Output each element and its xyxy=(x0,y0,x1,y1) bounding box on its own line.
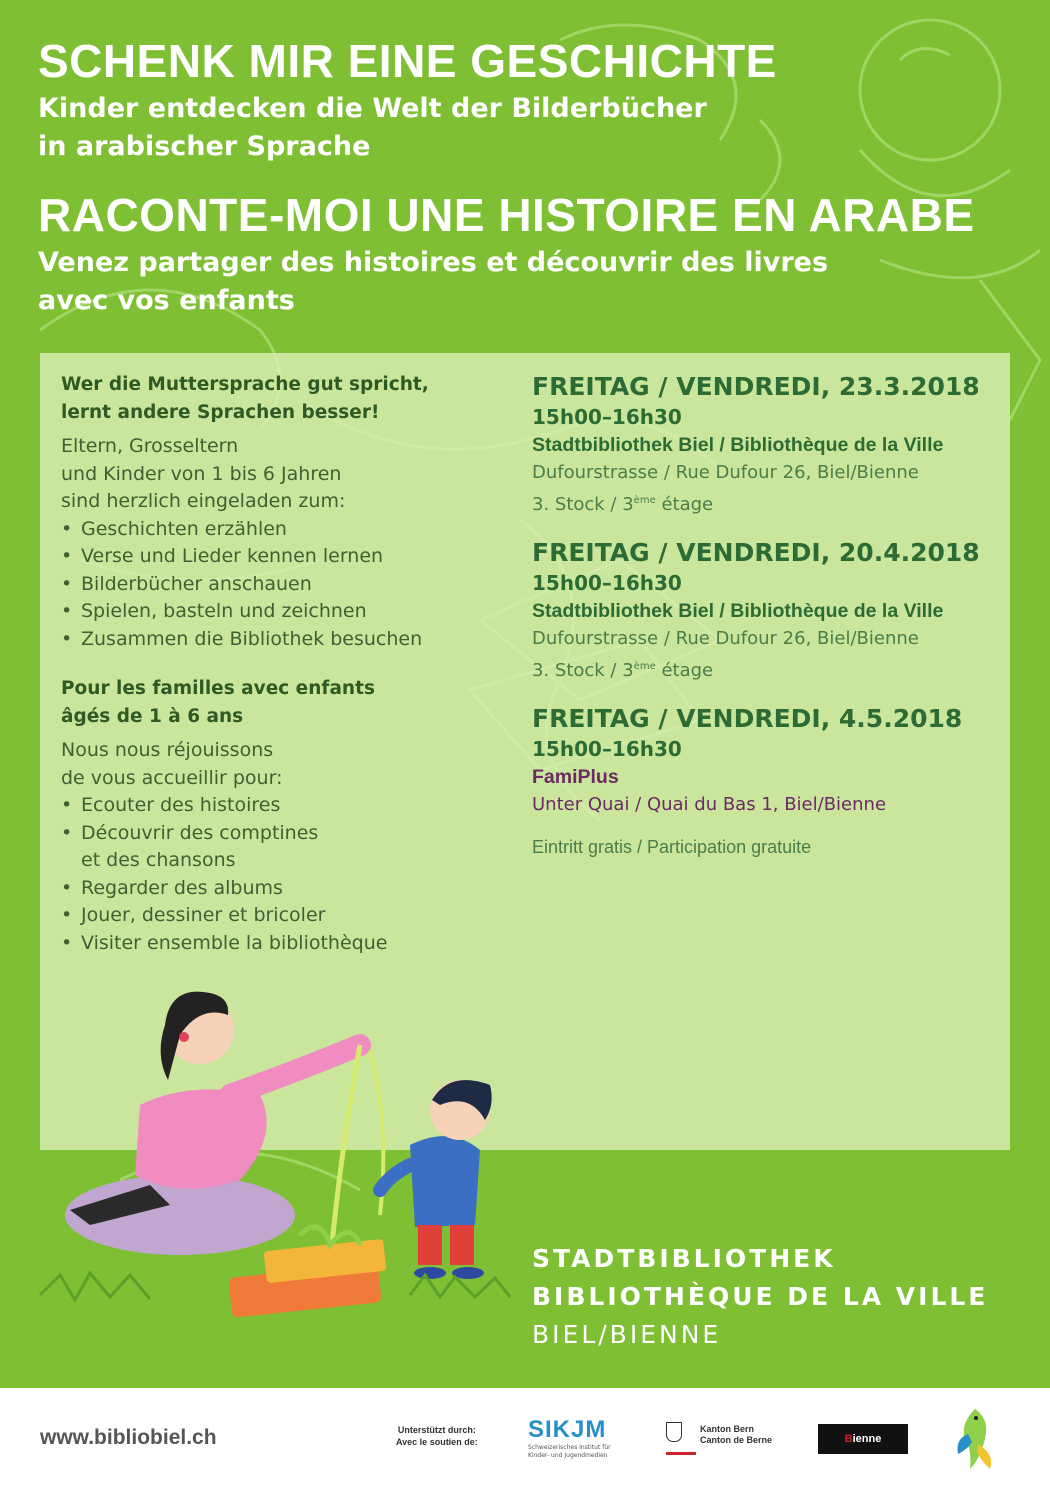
bern-shield-icon xyxy=(666,1422,682,1442)
subtitle-french-line1: Venez partager des histoires et découvrir des livres xyxy=(38,247,829,278)
mother-child-gift-illustration xyxy=(30,975,530,1335)
list-item xyxy=(61,820,501,875)
support-label-line2: Avec le soutien de: xyxy=(396,1437,478,1447)
floor-prefix: 3. Stock / 3 xyxy=(532,494,634,515)
event-date: FREITAG / VENDREDI, 20.4.2018 xyxy=(532,538,980,567)
canton-bern-line2: Canton de Berne xyxy=(700,1435,773,1445)
floor-superscript: ème xyxy=(633,661,656,672)
event-venue: Stadtbibliothek Biel / Bibliothèque de la Ville xyxy=(532,600,944,622)
event-address: Unter Quai / Quai du Bas 1, Biel/Bienne xyxy=(532,794,887,815)
biel-bienne-logo xyxy=(818,1424,908,1454)
floor-suffix: étage xyxy=(655,494,714,515)
french-heading-line1: Pour les familles avec enfants xyxy=(61,678,375,699)
floor-suffix: étage xyxy=(655,660,714,681)
library-name-line2: BIBLIOTHÈQUE DE LA VILLE xyxy=(532,1282,989,1311)
floor-prefix: 3. Stock / 3 xyxy=(532,660,634,681)
german-heading-line1: Wer die Muttersprache gut spricht, xyxy=(61,374,429,395)
biel-logo-word: ienne xyxy=(852,1433,882,1445)
event-time: 15h00–16h30 xyxy=(532,571,682,595)
event-date: FREITAG / VENDREDI, 4.5.2018 xyxy=(532,704,963,733)
sikjm-logo-text: SIKJM xyxy=(528,1416,607,1443)
french-heading xyxy=(61,675,501,731)
library-name-line1: STADTBIBLIOTHEK xyxy=(532,1244,836,1273)
event-address: Dufourstrasse / Rue Dufour 26, Biel/Bienne xyxy=(532,628,919,649)
event-venue: Stadtbibliothek Biel / Bibliothèque de la Ville xyxy=(532,434,944,456)
support-label xyxy=(396,1424,478,1448)
support-label-line1: Unterstützt durch: xyxy=(397,1425,476,1435)
event-1 xyxy=(532,371,1002,519)
german-heading-line2: lernt andere Sprachen besser! xyxy=(61,402,380,423)
event-floor xyxy=(532,653,1002,685)
bird-logo-icon xyxy=(950,1404,1000,1474)
event-time: 15h00–16h30 xyxy=(532,737,682,761)
floor-superscript: ème xyxy=(633,495,656,506)
french-intro-line2: de vous accueillir pour: xyxy=(61,766,283,789)
german-intro-line3: sind herzlich eingeladen zum: xyxy=(61,490,346,512)
canton-bern-logo xyxy=(666,1418,796,1458)
list-item: • Regarder des albums xyxy=(61,875,501,903)
german-intro xyxy=(61,433,501,516)
german-intro-line1: Eltern, Grosseltern xyxy=(61,435,239,457)
events-column xyxy=(532,371,1002,876)
list-item: • Jouer, dessiner et bricoler xyxy=(61,902,501,930)
list-item: • Spielen, basteln und zeichnen xyxy=(61,598,501,626)
list-item: • Geschichten erzählen xyxy=(61,516,501,544)
website-link[interactable]: www.bibliobiel.ch xyxy=(40,1426,217,1449)
event-floor xyxy=(532,487,1002,519)
subtitle-french xyxy=(38,244,828,320)
german-intro-line2: und Kinder von 1 bis 6 Jahren xyxy=(61,462,342,485)
title-french: RACONTE-MOI UNE HISTOIRE EN ARABE xyxy=(38,189,975,241)
sikjm-logo-subtext: Schweizerisches Institut für Kinder- und Jugendmedien xyxy=(528,1444,611,1459)
french-activity-list xyxy=(61,792,501,957)
bern-red-bar xyxy=(666,1452,696,1455)
event-3 xyxy=(532,703,1002,819)
french-heading-line2: âgés de 1 à 6 ans xyxy=(61,706,244,727)
library-name xyxy=(532,1240,988,1354)
subtitle-french-line2: avec vos enfants xyxy=(38,285,295,316)
list-item: • Ecouter des histoires xyxy=(61,792,501,820)
free-entry-note: Eintritt gratis / Participation gratuite xyxy=(532,837,812,857)
biel-logo-letter: B xyxy=(844,1433,853,1445)
list-item-text: Découvrir des comptines xyxy=(81,821,319,844)
list-item: • Visiter ensemble la bibliothèque xyxy=(61,930,501,958)
list-item-continuation: et des chansons xyxy=(81,849,236,871)
event-venue: FamiPlus xyxy=(532,766,619,788)
list-item: • Zusammen die Bibliothek besuchen xyxy=(61,626,501,654)
library-name-line3: BIEL/BIENNE xyxy=(532,1320,722,1349)
french-block xyxy=(61,675,501,957)
event-date: FREITAG / VENDREDI, 23.3.2018 xyxy=(532,372,980,401)
german-block xyxy=(61,371,501,653)
description-column xyxy=(61,371,501,957)
event-time: 15h00–16h30 xyxy=(532,405,682,429)
event-address: Dufourstrasse / Rue Dufour 26, Biel/Bienne xyxy=(532,462,919,483)
canton-bern-line1: Kanton Bern xyxy=(700,1424,754,1434)
canton-bern-text xyxy=(700,1424,772,1446)
subtitle-german-line1: Kinder entdecken die Welt der Bilderbücher xyxy=(38,93,707,124)
french-intro-line1: Nous nous réjouissons xyxy=(61,739,274,761)
sikjm-logo xyxy=(528,1416,618,1460)
french-intro xyxy=(61,737,501,792)
title-german: SCHENK MIR EINE GESCHICHTE xyxy=(38,35,777,87)
list-item: • Bilderbücher anschauen xyxy=(61,571,501,599)
list-item: • Verse und Lieder kennen lernen xyxy=(61,543,501,571)
footer xyxy=(0,1388,1050,1500)
subtitle-german xyxy=(38,90,707,166)
german-activity-list xyxy=(61,516,501,654)
german-heading xyxy=(61,371,501,427)
event-2 xyxy=(532,537,1002,685)
subtitle-german-line2: in arabischer Sprache xyxy=(38,131,371,162)
